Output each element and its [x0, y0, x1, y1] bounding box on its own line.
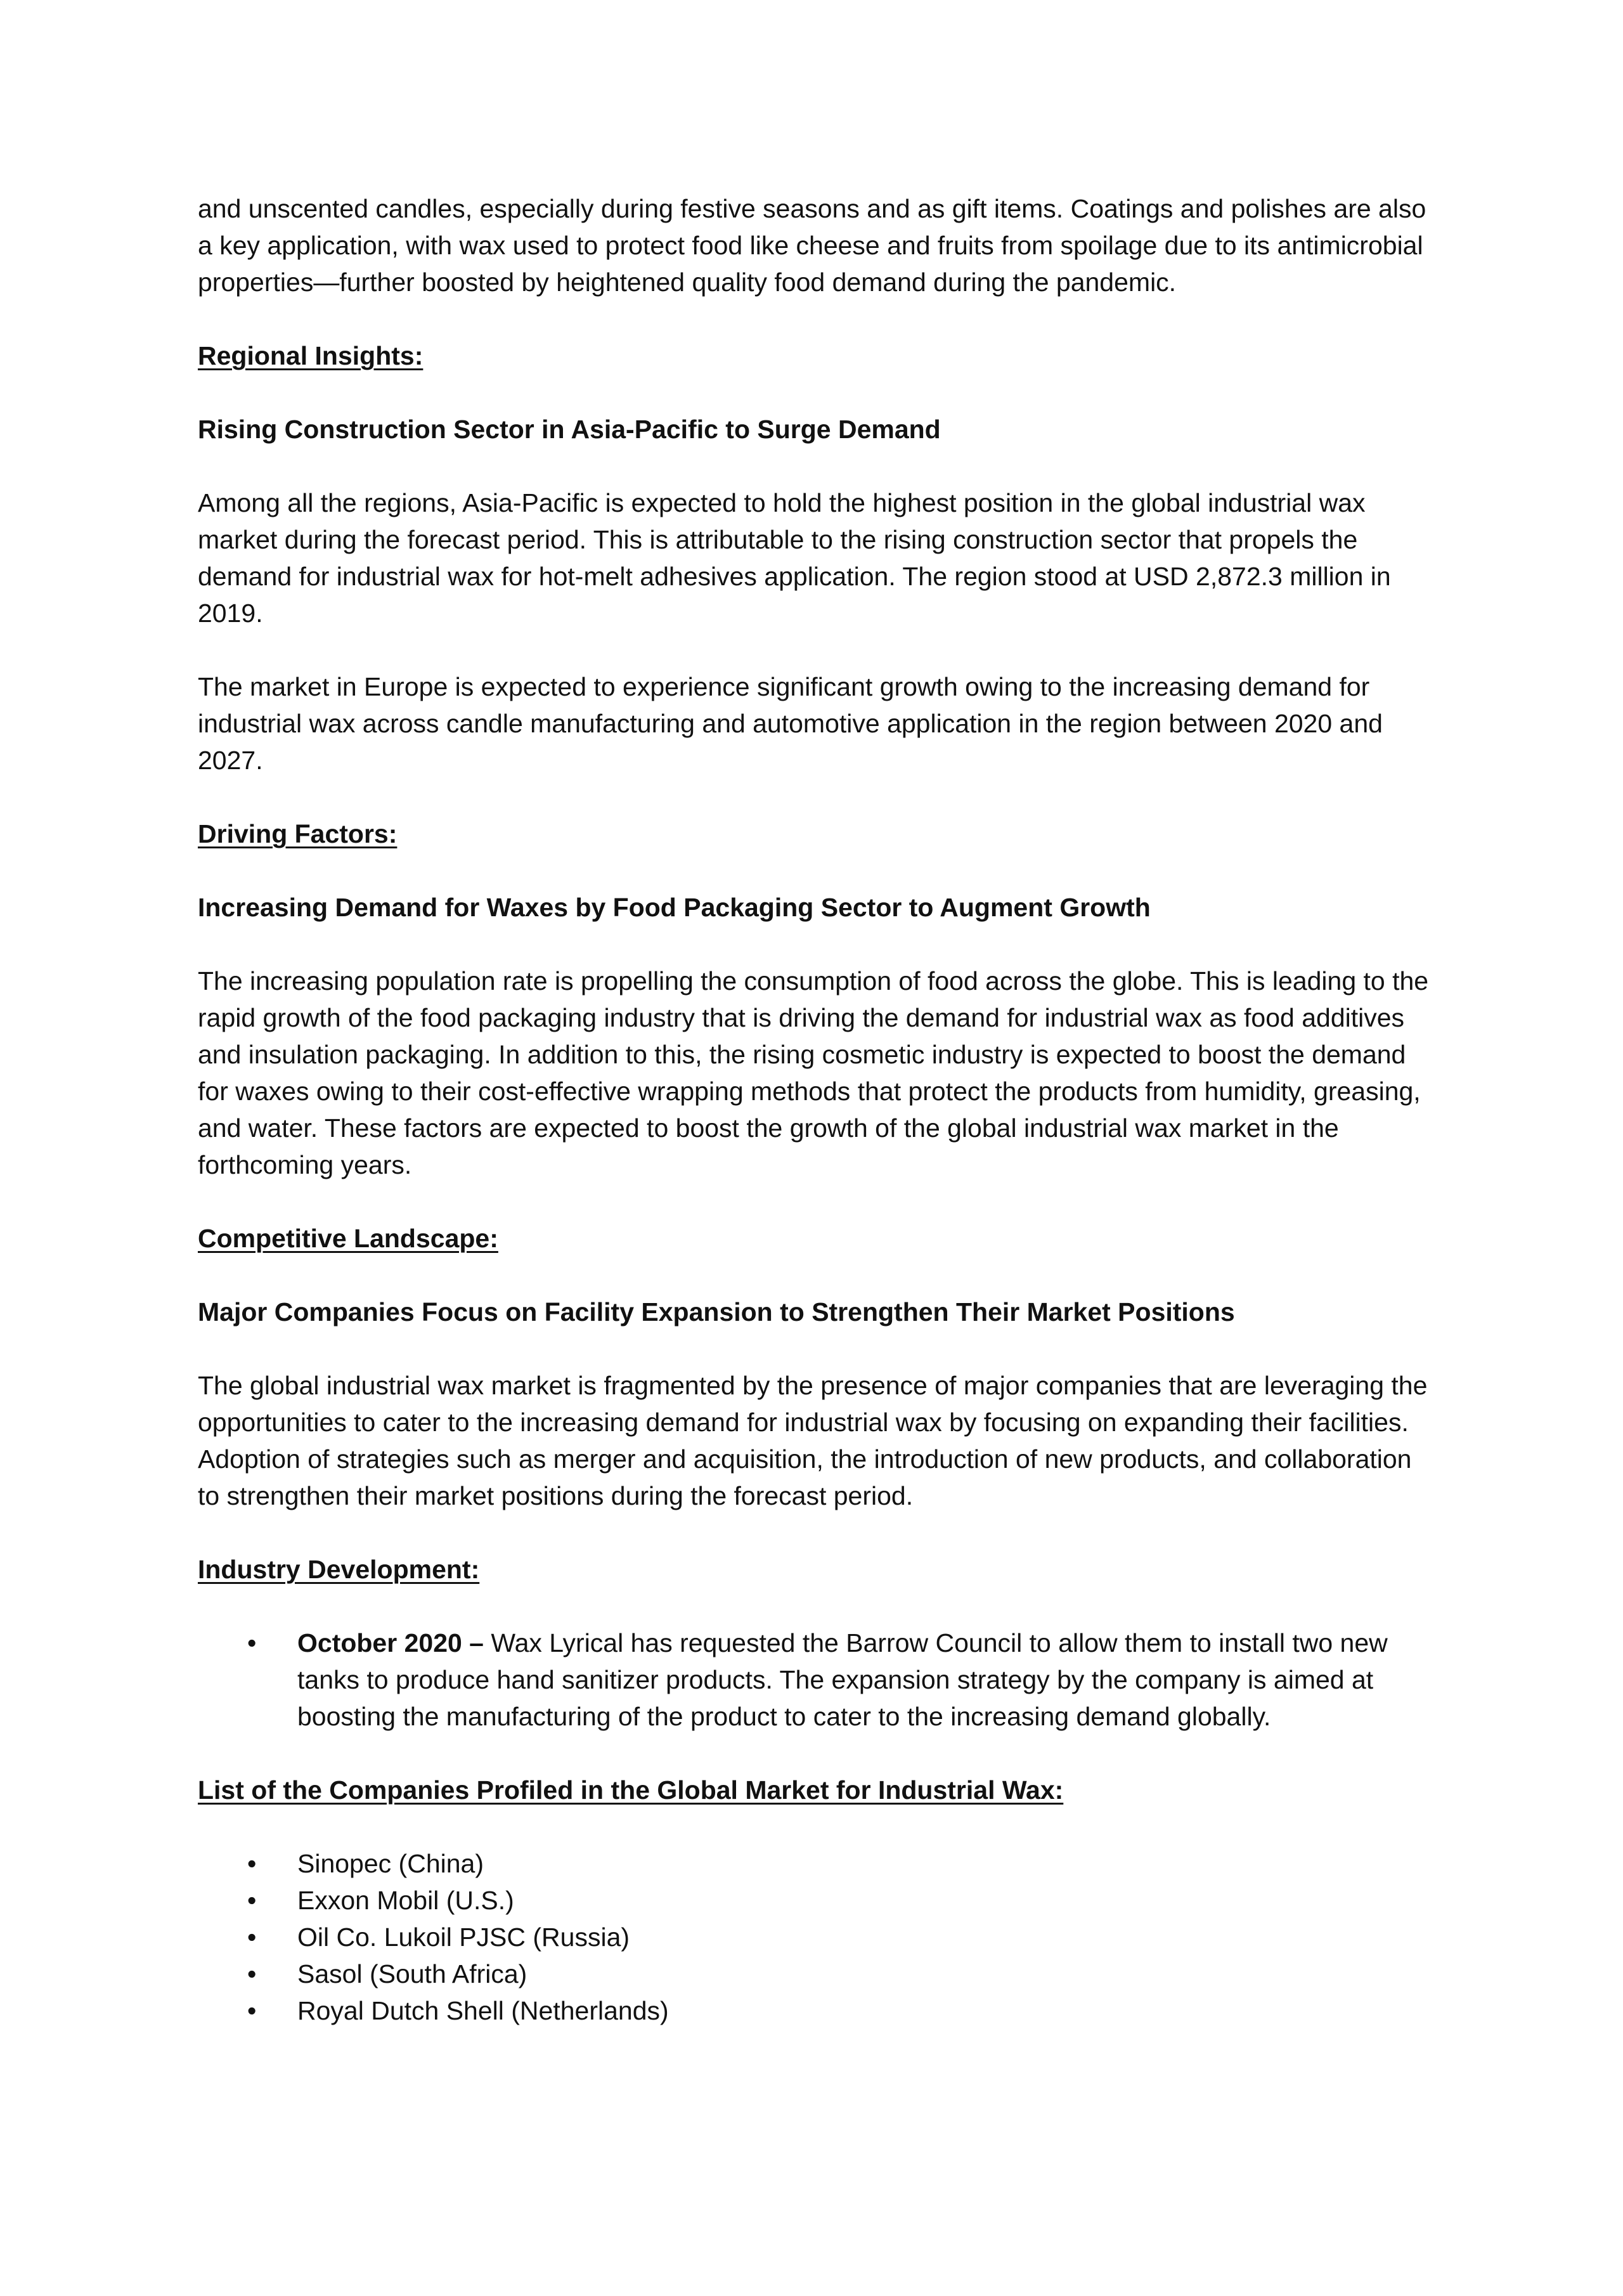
regional-paragraph-asia: Among all the regions, Asia-Pacific is expected to hold the highest position in the global industrial wax market during the forecast period. This is attributable to the rising construction sector that propels the demand for industrial wax for hot-melt adhesives application. The region stood at USD 2,872.3 million in 2019. [198, 488, 1391, 628]
intro-paragraph: and unscented candles, especially during festive seasons and as gift items. Coatings and polishes are also a key application, with wax used to protect food like cheese and fruits from spoilage due to its antimicrobial properties—further boosted by heightened quality food demand during the pandemic. [198, 194, 1426, 297]
industry-development-list [198, 1625, 1440, 1735]
companies-list-title: List of the Companies Profiled in the Global Market for Industrial Wax: [198, 1775, 1064, 1805]
development-text: Wax Lyrical has requested the Barrow Council to allow them to install two new tanks to produce hand sanitizer products. The expansion strategy by the company is aimed at boosting the manufacturing of the product to cater to the increasing demand globally. [297, 1628, 1388, 1731]
driving-paragraph: The increasing population rate is propelling the consumption of food across the globe. This is leading to the rapid growth of the food packaging industry that is driving the demand for industrial wax as food additives and insulation packaging. In addition to this, the rising cosmetic industry is expected to boost the demand for waxes owing to their cost-effective wrapping methods that protect the products from humidity, greasing, and water. These factors are expected to boost the growth of the global industrial wax market in the forthcoming years. [198, 966, 1429, 1179]
list-item: • Oil Co. Lukoil PJSC (Russia) [198, 1919, 1440, 1955]
competitive-subheading: Major Companies Focus on Facility Expansion to Strengthen Their Market Positions [198, 1297, 1235, 1326]
regional-paragraph-europe: The market in Europe is expected to experience significant growth owing to the increasing demand for industrial wax across candle manufacturing and automotive application in the region between 2020 and 2027. [198, 672, 1383, 775]
competitive-landscape-title: Competitive Landscape: [198, 1224, 498, 1253]
list-item [198, 1625, 1440, 1735]
list-item: • Royal Dutch Shell (Netherlands) [198, 1992, 1440, 2029]
driving-factors-title: Driving Factors: [198, 819, 398, 848]
list-item: • Sinopec (China) [198, 1845, 1440, 1882]
regional-subheading: Rising Construction Sector in Asia-Pacific to Surge Demand [198, 415, 941, 444]
regional-insights-title: Regional Insights: [198, 341, 424, 370]
list-item: • Sasol (South Africa) [198, 1955, 1440, 1992]
development-date: October 2020 – [297, 1628, 484, 1657]
list-item: • Exxon Mobil (U.S.) [198, 1882, 1440, 1919]
companies-list [198, 1845, 1440, 2029]
driving-subheading: Increasing Demand for Waxes by Food Packaging Sector to Augment Growth [198, 893, 1151, 922]
competitive-paragraph: The global industrial wax market is fragmented by the presence of major companies that are leveraging the opportunities to cater to the increasing demand for industrial wax by focusing on expanding their facilities. Adoption of strategies such as merger and acquisition, the introduction of new products, and collaboration to strengthen their market positions during the forecast period. [198, 1371, 1428, 1510]
document-body [198, 190, 1440, 2029]
industry-development-title: Industry Development: [198, 1555, 480, 1584]
